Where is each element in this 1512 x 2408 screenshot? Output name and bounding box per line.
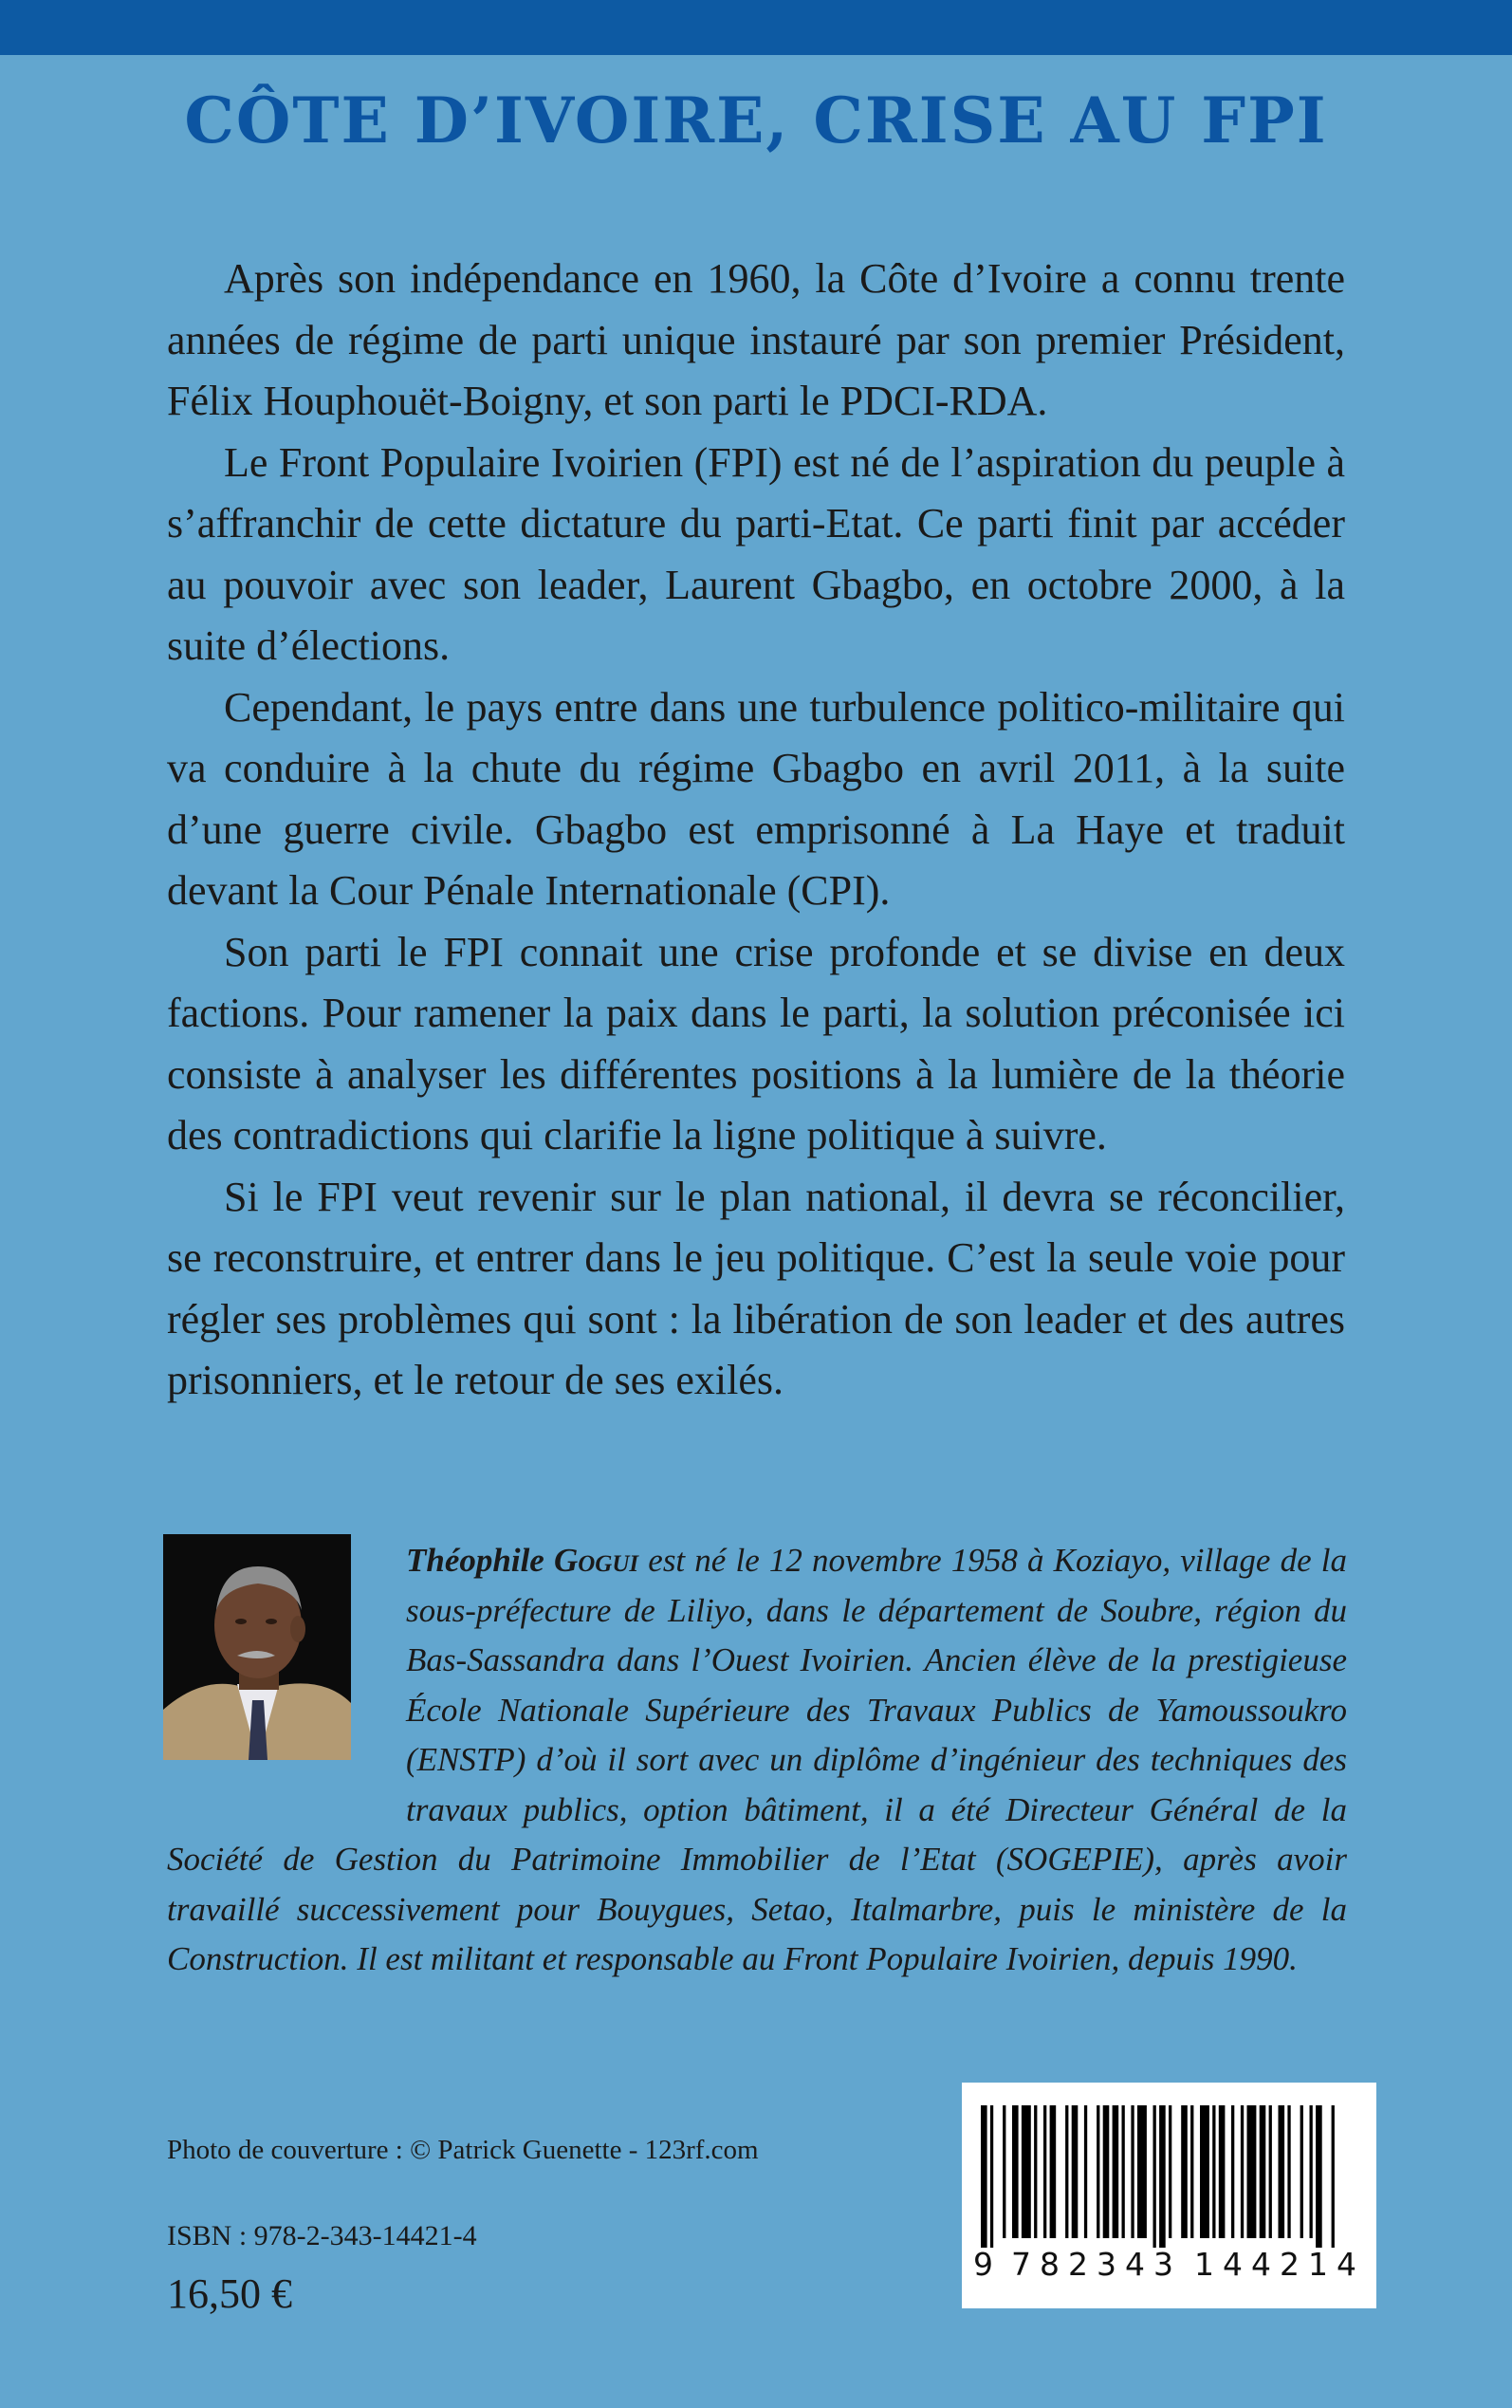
barcode-bar xyxy=(1103,2105,1110,2238)
barcode-bar xyxy=(1181,2105,1188,2238)
blurb-paragraph: Après son indépendance en 1960, la Côte d’Ivoire a connu trente années de régime de parti unique instauré par son premier Président, Félix Houphouët-Boigny, et son parti le PDCI-RDA. xyxy=(167,255,1345,424)
barcode-bar xyxy=(1269,2105,1272,2238)
barcode-lead-digit: 9 xyxy=(973,2246,993,2283)
barcode-bar xyxy=(1122,2105,1125,2238)
author-last-name: Gogui xyxy=(553,1542,639,1579)
barcode-bar xyxy=(1332,2105,1335,2248)
barcode-bar xyxy=(1287,2105,1290,2238)
barcode-bar xyxy=(1212,2105,1215,2238)
barcode-bar xyxy=(1072,2105,1079,2238)
barcode-bar xyxy=(981,2105,987,2248)
barcode-bar xyxy=(1113,2105,1119,2238)
blurb-paragraph: Cependant, le pays entre dans une turbulence politico-militaire qui va conduire à la chute du régime Gbagbo en avril 2011, à la suite d’une guerre civile. Gbagbo est emprisonné à La Haye et traduit devant la Cour Pénale Internationale (CPI). xyxy=(167,683,1345,914)
top-band xyxy=(0,0,1512,55)
barcode-bar xyxy=(1153,2105,1156,2248)
barcode-bar xyxy=(1065,2105,1068,2238)
barcode-right-digits: 144214 xyxy=(1194,2246,1365,2283)
author-first-name: Théophile xyxy=(406,1542,544,1579)
back-cover-blurb xyxy=(167,249,1345,1412)
barcode-bar xyxy=(1310,2105,1313,2238)
barcode-bar xyxy=(1247,2105,1257,2238)
barcode-bar xyxy=(1022,2105,1031,2238)
author-bio xyxy=(167,1536,1347,1985)
barcode-bar xyxy=(1012,2105,1019,2238)
barcode-bar xyxy=(1169,2105,1171,2238)
barcode-bar xyxy=(1200,2105,1209,2238)
barcode-bar xyxy=(1034,2105,1037,2238)
price: 16,50 € xyxy=(167,2270,292,2317)
barcode-bar xyxy=(1241,2105,1244,2238)
barcode-bar xyxy=(1084,2105,1087,2238)
barcode-bar xyxy=(1300,2105,1303,2238)
barcode-bar xyxy=(1260,2105,1266,2238)
barcode-bar xyxy=(1043,2105,1046,2238)
barcode-bar xyxy=(1279,2105,1285,2238)
barcode-bar xyxy=(1097,2105,1099,2238)
barcode-bars xyxy=(973,2105,1365,2248)
barcode-bar xyxy=(1190,2105,1193,2238)
blurb-paragraph: Si le FPI veut revenir sur le plan national, il devra se réconcilier, se reconstruire, et entrer dans le jeu politique. C’est la seule voie pour régler ses problèmes qui sont : la libération de son leader et des autres prisonniers, et le retour de ses exilés. xyxy=(167,1173,1345,1403)
author-bio-text: est né le 12 novembre 1958 à Koziayo, village de la sous-préfecture de Liliyo, dans le département de Soubre, région du Bas-Sassandra dans l’Ouest Ivoirien. Ancien élève de la prestigieuse École Nationale Supérieure des Travaux Publics de Yamoussoukro (ENSTP) d’où il sort avec un diplôme d’ingénieur des techniques des travaux publics, option bâtiment, il a été Directeur Général de la Société de Gestion du Patrimoine Immobilier de l’Etat (SOGEPIE), après avoir travaillé successivement pour Bouygues, Setao, Italmarbre, puis le ministère de la Construction. Il est militant et responsable au Front Populaire Ivoirien, depuis 1990. xyxy=(167,1542,1347,1977)
barcode-bar xyxy=(1231,2105,1234,2238)
blurb-paragraph: Le Front Populaire Ivoirien (FPI) est né de l’aspiration du peuple à s’affranchir de cette dictature du parti-Etat. Ce parti finit par accéder au pouvoir avec son leader, Laurent Gbagbo, en octobre 2000, à la suite d’élections. xyxy=(167,438,1345,669)
barcode-bar xyxy=(1159,2105,1166,2248)
barcode xyxy=(962,2083,1376,2308)
isbn: ISBN : 978-2-343-14421-4 xyxy=(167,2220,477,2251)
book-title: CÔTE D’IVOIRE, CRISE AU FPI xyxy=(184,83,1328,157)
barcode-bar xyxy=(1003,2105,1005,2238)
barcode-bar xyxy=(1137,2105,1147,2238)
barcode-bar xyxy=(1050,2105,1057,2238)
barcode-digits xyxy=(973,2246,1365,2283)
blurb-paragraph: Son parti le FPI connait une crise profonde et se divise en deux factions. Pour ramener la paix dans le parti, la solution préconisée ici consiste à analyser les différentes positions à la lumière de la théorie des contradictions qui clarifie la ligne politique à suivre. xyxy=(167,928,1345,1158)
barcode-bar xyxy=(1316,2105,1322,2248)
barcode-bar xyxy=(1131,2105,1134,2238)
barcode-bar xyxy=(1219,2105,1226,2238)
barcode-bar xyxy=(990,2105,993,2248)
photo-credit: Photo de couverture : © Patrick Guenette - 123rf.com xyxy=(167,2135,759,2165)
barcode-left-digits: 782343 xyxy=(1011,2246,1182,2283)
